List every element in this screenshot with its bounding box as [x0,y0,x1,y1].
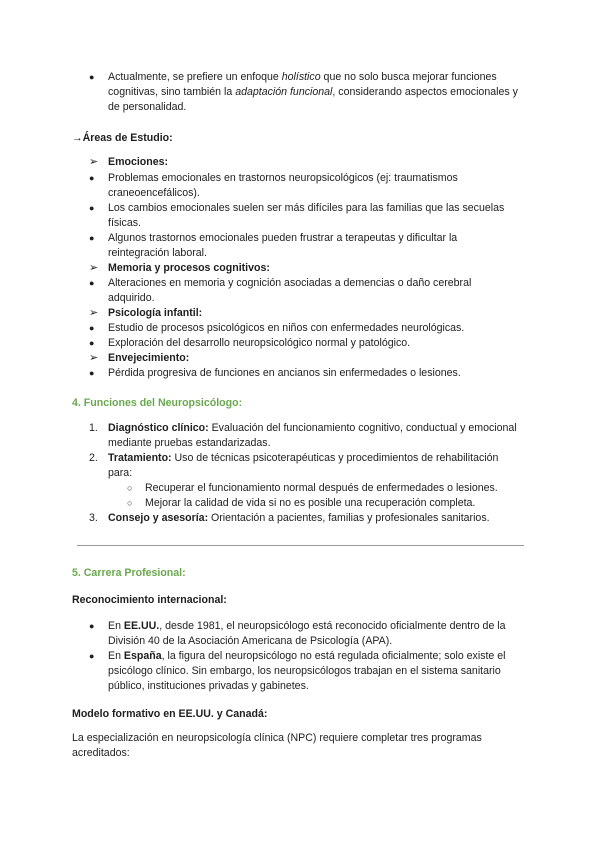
list-item [89,649,518,694]
intro-text [108,70,518,115]
item-body: Uso de técnicas psicoterapéuticas y procedimientos de rehabilitación para: [108,452,499,479]
bullet-marker: ● [89,278,95,288]
intro-em-holistico: holístico [281,71,321,83]
topic-envejecimiento [89,351,189,366]
modelo-heading: Modelo formativo en EE.UU. y Canadá: [72,708,268,720]
list-item-text: Pérdida progresiva de funciones en ancianos sin enfermedades o lesiones. [108,367,461,379]
topic-infantil [89,306,202,321]
list-item-text [108,619,518,649]
list-item-text: Exploración del desarrollo neuropsicológico normal y patológico. [108,337,411,349]
circle-marker: ○ [127,483,133,493]
topic-emociones [89,155,168,170]
topic-memoria [89,261,270,276]
circle-marker: ○ [127,498,133,508]
bullet-marker: ● [89,651,95,661]
item-prefix: En [108,620,124,632]
topic-title: Psicología infantil: [108,307,203,319]
list-item-text: Los cambios emocionales suelen ser más difíciles para las familias que las secuelas físicas. [108,202,505,229]
sub-list-item [127,496,525,511]
list-item [89,201,518,231]
bullet-marker: ● [89,72,95,82]
item-body: , desde 1981, el neuropsicólogo está reconocido oficialmente dentro de la División 40 de la Asociación Americana de Psicología (APA). [108,620,506,647]
list-item [89,336,518,351]
carrera-heading: 5. Carrera Profesional: [72,567,186,579]
number-marker: 1. [89,422,98,434]
item-prefix: En [108,650,124,662]
numbered-item-text [108,451,520,481]
item-body: Orientación a pacientes, familias y profesionales sanitarios. [208,512,490,524]
list-item-text [108,649,518,694]
areas-heading: →Áreas de Estudio: [72,132,173,144]
list-item-text: Alteraciones en memoria y cognición asociadas a demencias o daño cerebral adquirido. [108,277,472,304]
arrow-marker: ➢ [89,156,99,168]
numbered-item-text [108,511,520,526]
list-item [89,276,518,306]
horizontal-divider [77,545,524,546]
arrow-marker: ➢ [89,352,99,364]
bullet-marker: ● [89,323,95,333]
bullet-marker: ● [89,338,95,348]
bullet-marker: ● [89,368,95,378]
bullet-marker: ● [89,173,95,183]
sub-list-item-text: Recuperar el funcionamiento normal después de enfermedades o lesiones. [145,482,498,494]
bullet-marker: ● [89,233,95,243]
item-body: , la figura del neuropsicólogo no está regulada oficialmente; solo existe el psicólogo clínico. Sin embargo, los neuropsicólogos trabajan en el sistema sanitario público, instituciones privadas y gabinetes. [108,650,506,692]
intro-em-adaptacion: adaptación funcional [235,86,333,98]
intro-list-item [89,70,518,115]
list-item [89,321,518,336]
item-body: Evaluación del funcionamiento cognitivo, conductual y emocional mediante pruebas estandarizadas. [108,422,517,449]
country-label: EE.UU. [123,620,160,632]
bullet-marker: ● [89,621,95,631]
intro-mid: que no solo busca mejorar funciones cognitivas, sino también la [108,71,497,98]
list-item [89,619,518,649]
numbered-item [89,511,520,526]
list-item-text: Estudio de procesos psicológicos en niños con enfermedades neurológicas. [108,322,465,334]
bullet-marker: ● [89,203,95,213]
country-label: España [123,650,162,662]
number-marker: 2. [89,452,98,464]
intro-after: , considerando aspectos emocionales y de personalidad. [108,86,518,113]
topic-title: Memoria y procesos cognitivos: [108,262,270,274]
list-item [89,171,518,201]
arrow-marker: ➢ [89,262,99,274]
topic-title: Emociones: [108,156,169,168]
item-label: Consejo y asesoría: [108,512,209,524]
reconocimiento-heading: Reconocimiento internacional: [72,594,227,606]
numbered-item [89,421,520,451]
arrow-marker: ➢ [89,307,99,319]
sub-list-item-text: Mejorar la calidad de vida si no es posible una recuperación completa. [145,497,476,509]
list-item-text: Algunos trastornos emocionales pueden frustrar a terapeutas y dificultar la reintegración laboral. [108,232,458,259]
topic-title: Envejecimiento: [108,352,190,364]
funciones-heading: 4. Funciones del Neuropsicólogo: [72,397,243,409]
sub-list-item [127,481,525,496]
list-item-text: Problemas emocionales en trastornos neuropsicológicos (ej: traumatismos craneoencefálicos). [108,172,458,199]
number-marker: 3. [89,512,98,524]
modelo-paragraph: La especialización en neuropsicología clínica (NPC) requiere completar tres programas acreditados: [72,732,482,759]
numbered-item [89,451,520,481]
item-label: Diagnóstico clínico: [108,422,209,434]
intro-before: Actualmente, se prefiere un enfoque [108,71,282,83]
item-label: Tratamiento: [108,452,172,464]
list-item [89,366,518,381]
list-item [89,231,518,261]
numbered-item-text [108,421,520,451]
